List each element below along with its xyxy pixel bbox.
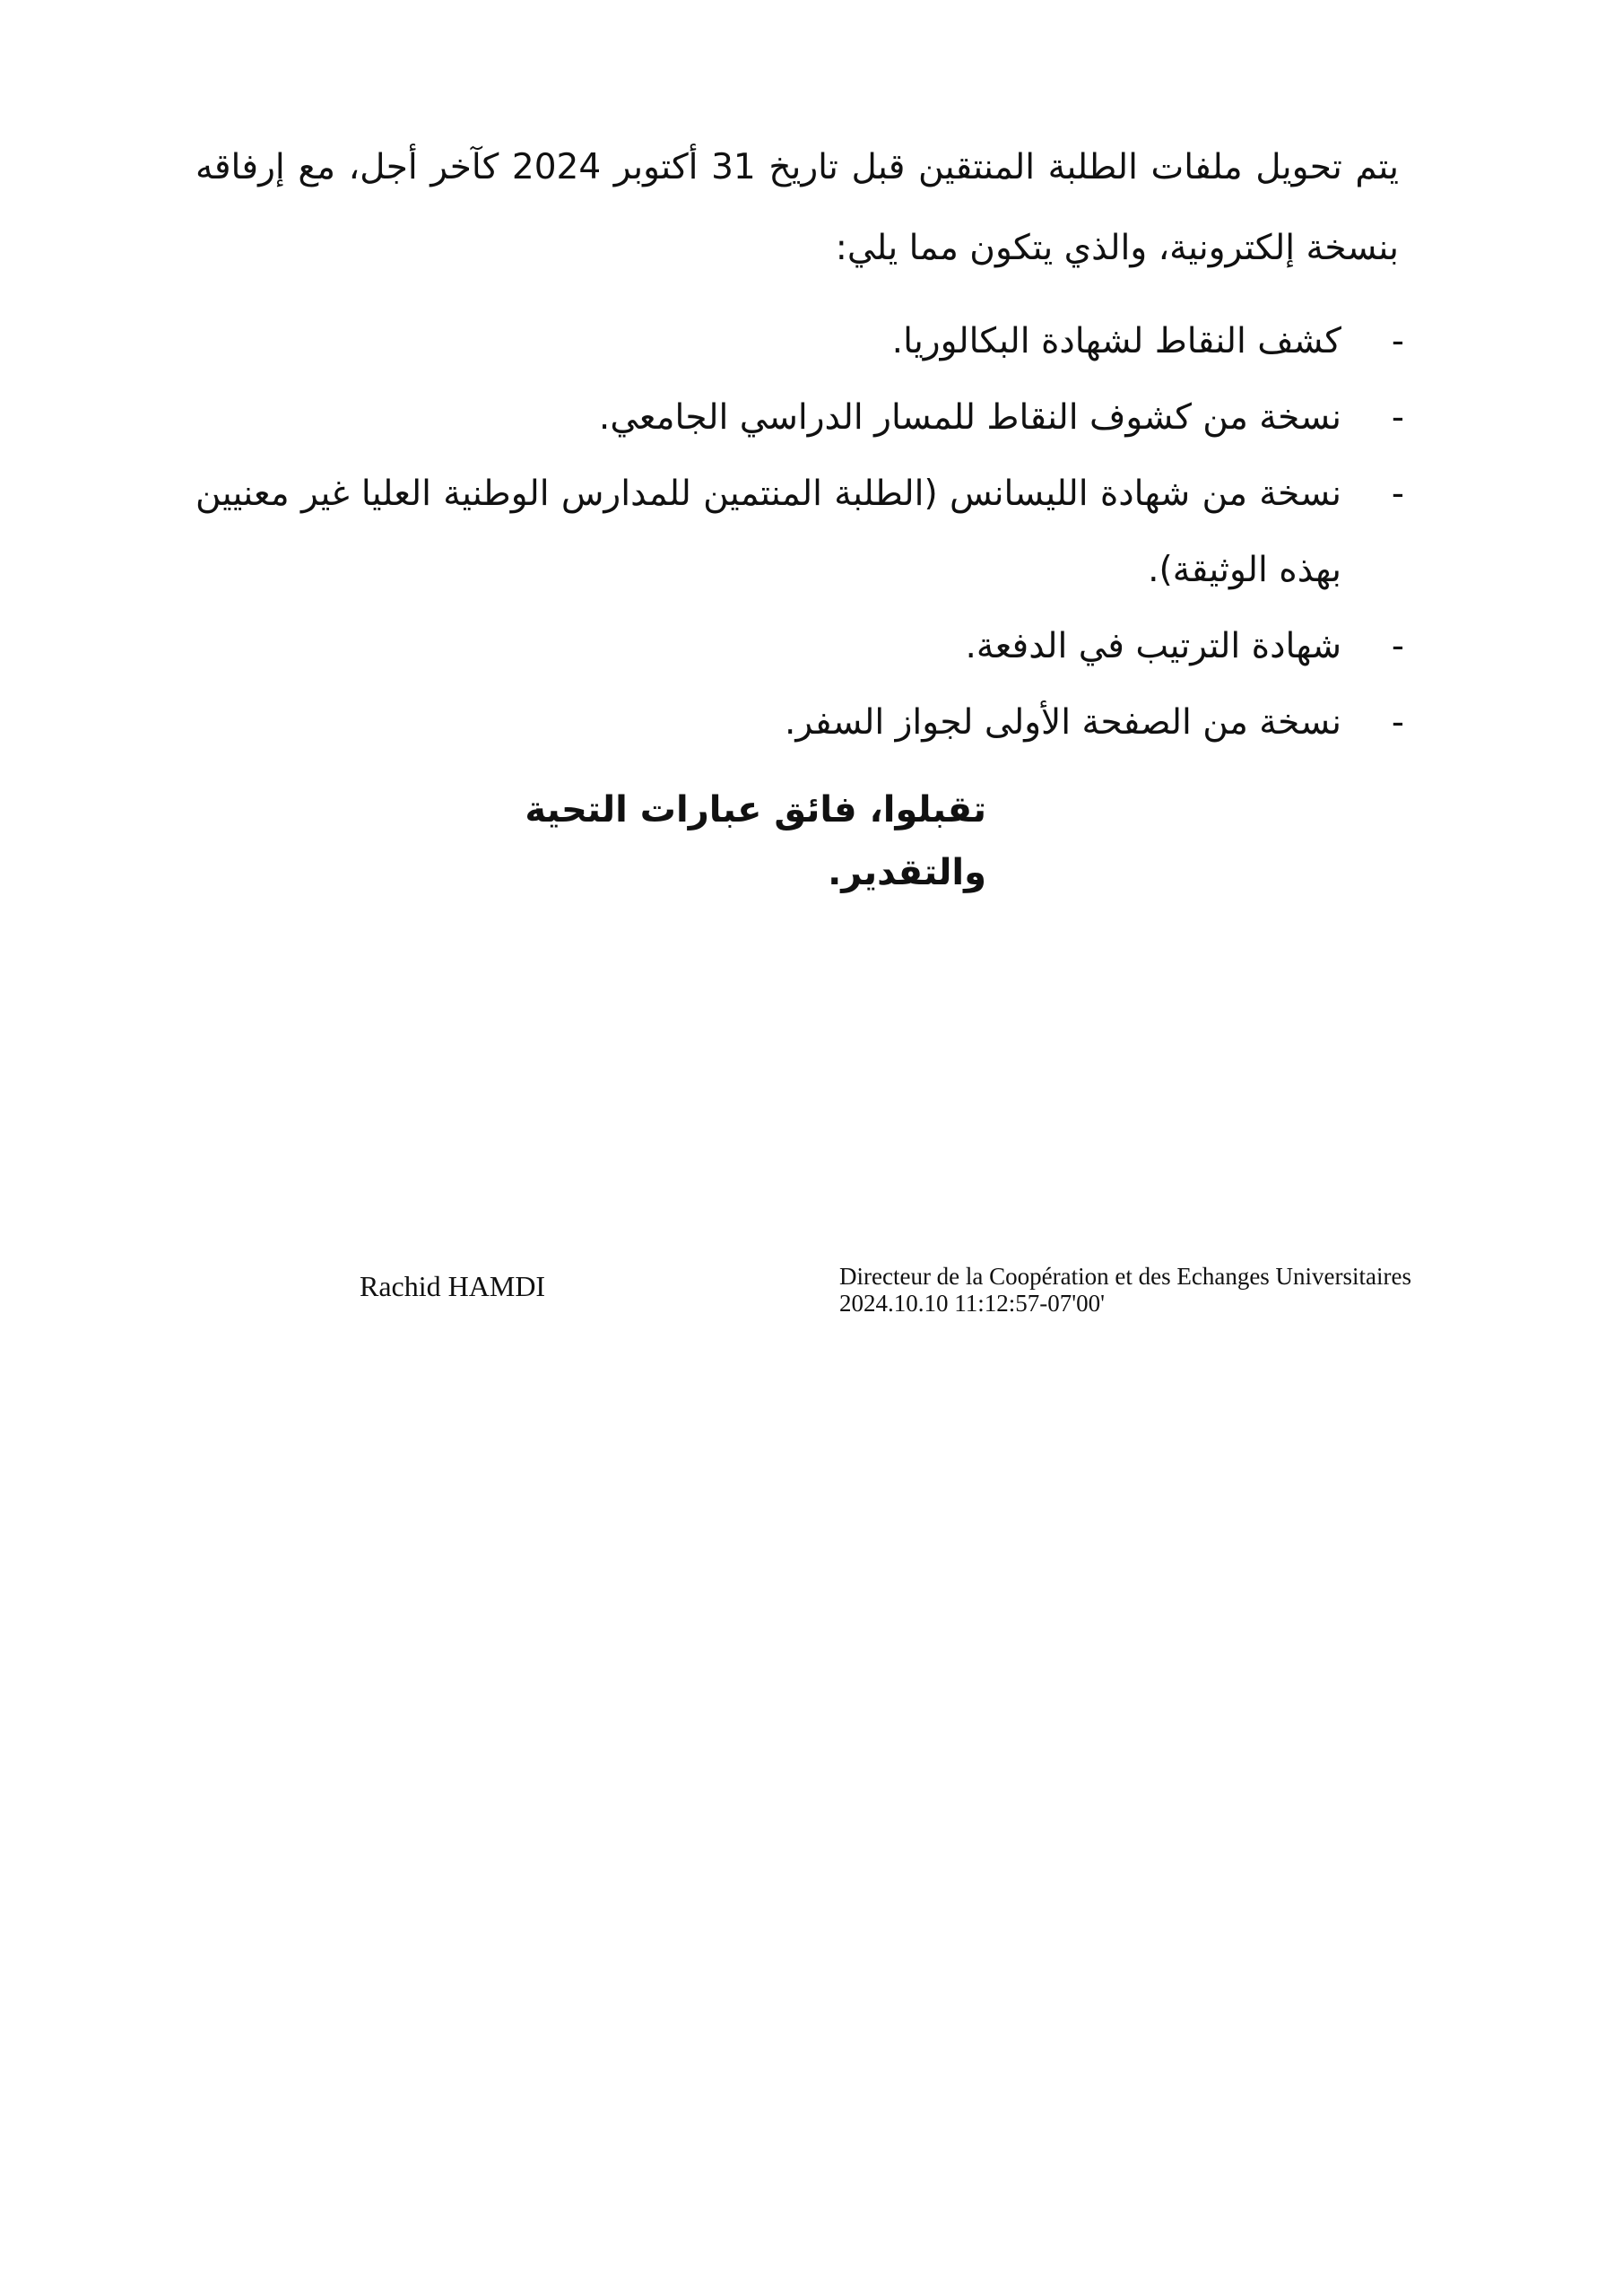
required-documents-list bbox=[195, 303, 1413, 761]
list-item bbox=[195, 684, 1413, 761]
list-item-text: نسخة من شهادة الليسانس (الطلبة المنتمين للمدارس الوطنية العليا غير معنيين بهذه الوثيقة). bbox=[195, 474, 1341, 590]
digital-signature-block bbox=[839, 1263, 1610, 1317]
list-item bbox=[195, 379, 1413, 456]
list-item bbox=[195, 303, 1413, 379]
list-item-text: شهادة الترتيب في الدفعة. bbox=[965, 626, 1341, 666]
signature-timestamp: 2024.10.10 11:12:57-07'00' bbox=[839, 1290, 1105, 1317]
signer-title: Directeur de la Coopération et des Echanges Universitaires bbox=[839, 1263, 1412, 1290]
list-dash: - bbox=[1391, 321, 1404, 361]
intro-paragraph: يتم تحويل ملفات الطلبة المنتقين قبل تاريخ 31 أكتوبر 2024 كآخر أجل، مع إرفاقه بنسخة إلكترونية، والذي يتكون مما يلي: bbox=[195, 147, 1399, 268]
list-dash: - bbox=[1391, 474, 1404, 514]
list-item-text: كشف النقاط لشهادة البكالوريا. bbox=[891, 321, 1341, 361]
list-item bbox=[195, 608, 1413, 684]
list-dash: - bbox=[1391, 397, 1404, 438]
list-dash: - bbox=[1391, 702, 1404, 743]
list-dash: - bbox=[1391, 626, 1404, 666]
list-item bbox=[195, 456, 1413, 608]
list-item-text: نسخة من الصفحة الأولى لجواز السفر. bbox=[785, 702, 1341, 743]
signer-name: Rachid HAMDI bbox=[360, 1270, 546, 1302]
closing-salutation: تقبلوا، فائق عبارات التحية والتقدير. bbox=[525, 789, 986, 893]
list-item-text: نسخة من كشوف النقاط للمسار الدراسي الجامعي. bbox=[598, 397, 1341, 438]
